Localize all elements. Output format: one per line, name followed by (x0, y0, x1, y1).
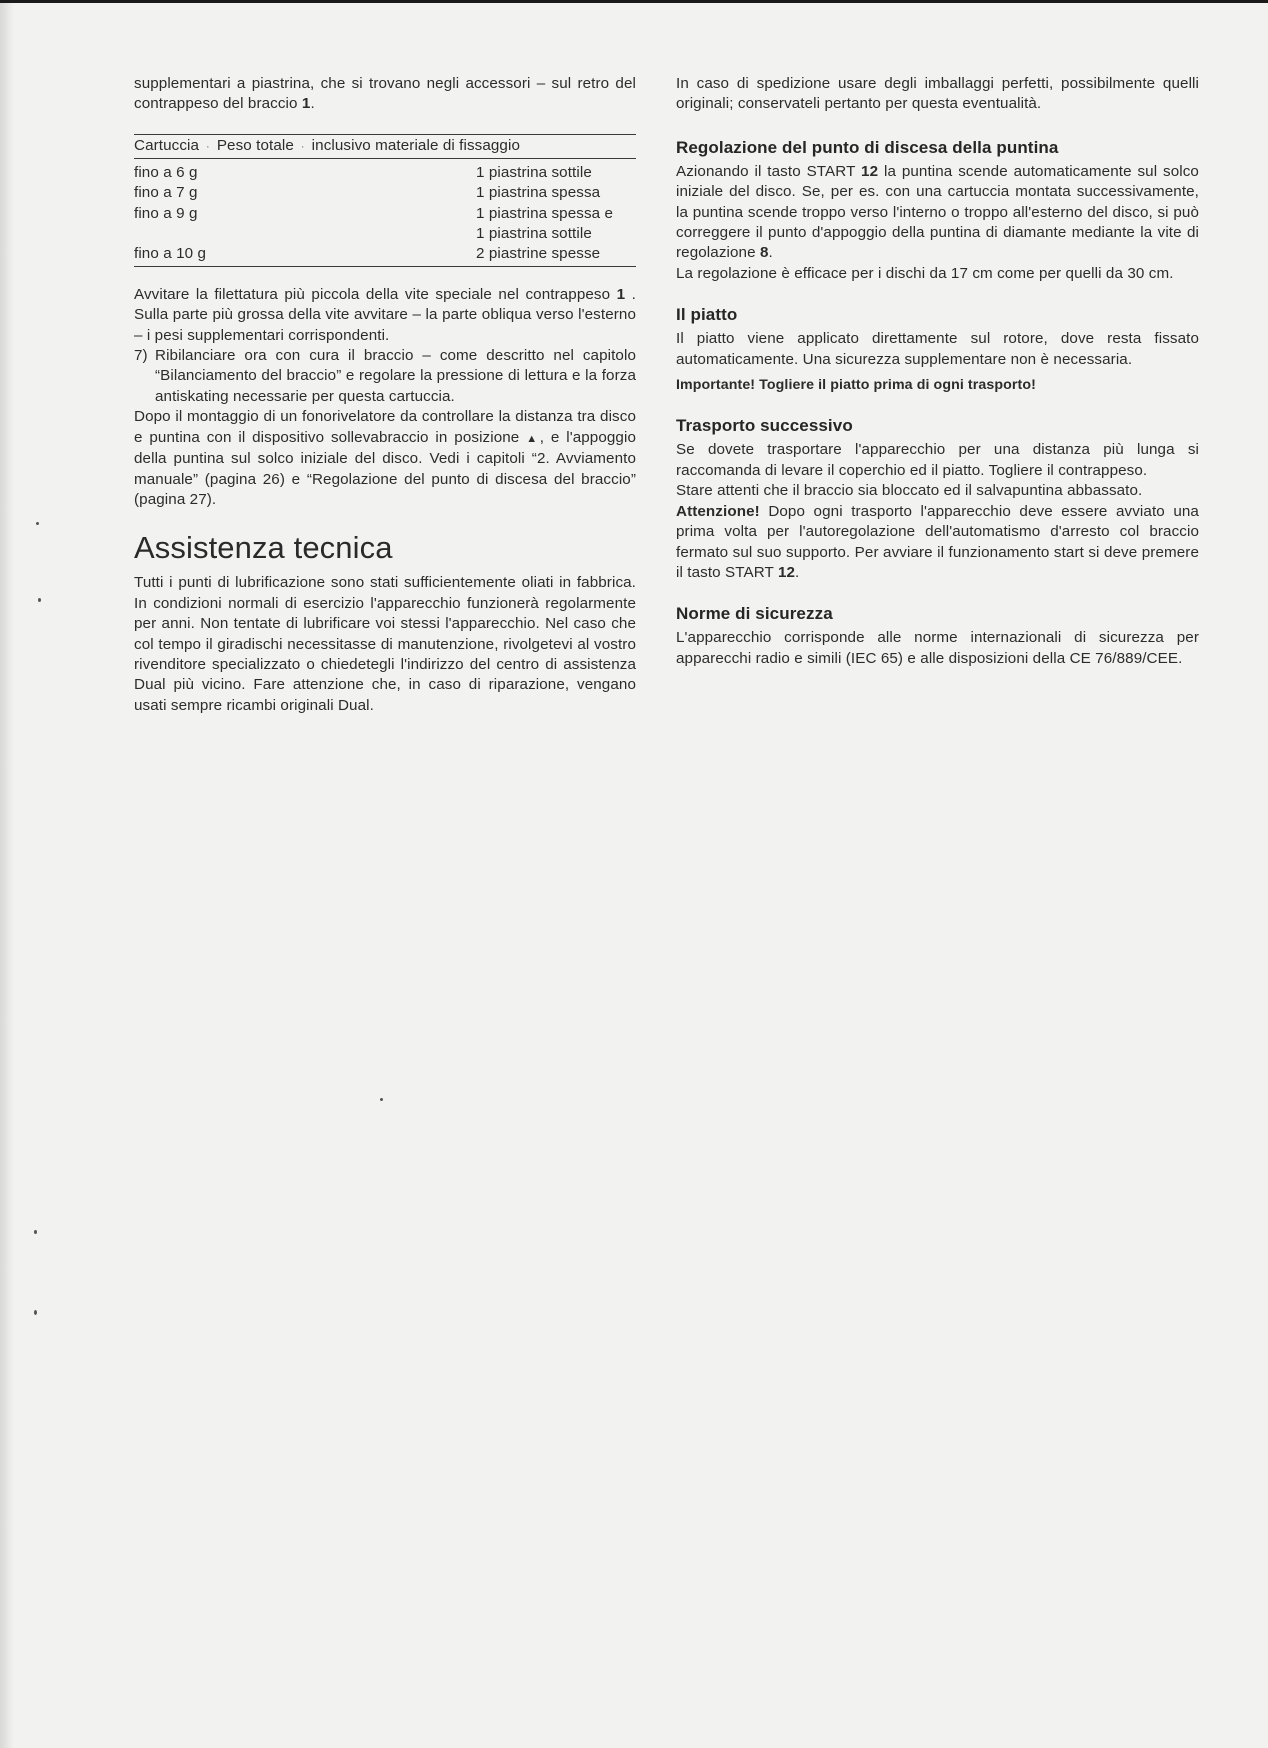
table-row (134, 204, 636, 224)
assistance-heading: Assistenza tecnica (134, 530, 393, 566)
table-row (134, 224, 636, 244)
platter-paragraph: Il piatto viene applicato direttamente sul rotore, dove resta fissato automaticamente. Una sicurezza supplementare non è necessaria. (676, 330, 1199, 368)
table-cell-weight: fino a 7 g (134, 184, 198, 202)
stylus-text: Azionando il tasto START (676, 162, 856, 180)
step-7-text: Ribilanciare ora con cura il braccio – come descritto nel capitolo “Bilanciamento del braccio” e regolare la pressione di lettura e la forza antiskating necessarie per questa cartuccia. (155, 347, 636, 405)
assistance-paragraph: Tutti i punti di lubrificazione sono stati sufficientemente oliati in fabbrica. In condizioni normali di esercizio l'apparecchio funzionerà regolarmente per anni. Non tentate di lubrificare voi stessi l'apparecchio. Nel caso che col tempo il giradischi necessitasse di manutenzione, rivolgetevi al vostro rivenditore specializzato o chiedetegli l'indirizzo del centro di assistenza Dual più vicino. Fare attenzione che, in caso di riparazione, vengano usati sempre ricambi originali Dual. (134, 574, 636, 714)
transport-attention-paragraph (676, 502, 1199, 584)
transport-paragraph-2: Stare attenti che il braccio sia bloccato ed il salvapuntina abbassato. (676, 482, 1143, 500)
after-mount-text: Dopo il montaggio di un fonorivelatore da controllare la distanza tra disco e puntina con il dispositivo sollevabraccio in posizione (134, 408, 636, 446)
table-header-total-weight: Peso totale (216, 136, 294, 154)
intro-reference-number: 1 (301, 95, 311, 113)
scan-speck (34, 1230, 37, 1234)
start-key-reference-number: 12 (777, 563, 796, 581)
weight-table (134, 134, 636, 267)
table-cell-weight: fino a 9 g (134, 204, 198, 222)
lift-position-triangle-icon: ▲ (526, 432, 540, 445)
scan-speck (36, 522, 39, 525)
screw-paragraph (134, 285, 636, 346)
scan-speck (34, 1310, 37, 1315)
screw-reference-number: 1 (616, 285, 626, 303)
table-cell-weight (134, 224, 314, 244)
page-top-edge (0, 0, 1268, 3)
table-cell-weight: fino a 10 g (134, 245, 207, 263)
table-row (134, 244, 636, 264)
table-cell-plates: 1 piastrina spessa e (476, 204, 614, 222)
start-key-reference-number: 12 (861, 162, 879, 180)
table-cell-plates: 2 piastrine spesse (476, 245, 601, 263)
table-header-separator: · (300, 140, 305, 153)
page-edge-shadow (0, 0, 14, 1748)
weight-table-header (134, 135, 636, 159)
stylus-paragraph-2: La regolazione è efficace per i dischi da 17 cm come per quelli da 30 cm. (676, 264, 1174, 282)
stylus-text-continued: la puntina scende automaticamente sul solco iniziale del disco. Se, per es. con una cartuccia montata successivamente, la puntina scende troppo verso l'interno o troppo all'esterno del disco, si può correggere il punto d'appoggio della puntina di diamante mediante la vite di regolazione (676, 162, 1199, 262)
platter-important-note: Importante! Togliere il piatto prima di ogni trasporto! (676, 377, 1036, 394)
scan-speck (380, 1098, 383, 1101)
stylus-paragraph (676, 162, 1199, 264)
safety-heading: Norme di sicurezza (676, 604, 833, 624)
intro-end: . (310, 95, 315, 113)
screw-text-continued: . Sulla parte più grossa della vite avvitare – la parte obliqua verso l'esterno – i pesi supplementari corrispondenti. (134, 285, 636, 344)
attention-text: Dopo ogni trasporto l'apparecchio deve essere avviato una prima volta per l'autoregolazione dell'automatismo d'arresto col braccio fermato sul suo supporto. Per avviare il funzionamento start si deve premere il tasto START (676, 502, 1199, 581)
table-header-cartridge: Cartuccia (134, 136, 200, 154)
shipping-paragraph: In caso di spedizione usare degli imballaggi perfetti, possibilmente quelli originali; conservateli pertanto per questa eventualità. (676, 75, 1199, 113)
screw-text: Avvitare la filettatura più piccola della vite speciale nel contrappeso (134, 285, 611, 303)
after-mount-paragraph (134, 407, 636, 510)
table-cell-plates: 1 piastrina sottile (476, 225, 592, 243)
stylus-text-end: . (768, 244, 773, 262)
platter-heading: Il piatto (676, 305, 738, 325)
table-cell-plates: 1 piastrina sottile (476, 163, 592, 181)
scan-speck (38, 598, 41, 602)
screw-reference-number: 8 (759, 244, 769, 262)
table-cell-plates: 1 piastrina spessa (476, 184, 601, 202)
attention-end: . (795, 563, 800, 581)
intro-text: supplementari a piastrina, che si trovano negli accessori – sul retro del contrappeso del braccio (134, 75, 636, 113)
table-header-including-mounting: inclusivo materiale di fissaggio (311, 136, 520, 154)
table-cell-weight: fino a 6 g (134, 163, 198, 181)
table-row (134, 183, 636, 203)
step-number: 7) (134, 347, 148, 365)
safety-paragraph: L'apparecchio corrisponde alle norme internazionali di sicurezza per apparecchi radio e simili (IEC 65) e alle disposizioni della CE 76/889/CEE. (676, 629, 1199, 667)
right-column (676, 74, 1199, 669)
attention-label: Attenzione! (676, 502, 760, 520)
stylus-heading: Regolazione del punto di discesa della puntina (676, 137, 1059, 157)
transport-paragraph-1: Se dovete trasportare l'apparecchio per una distanza più lunga si raccomanda di levare il coperchio ed il piatto. Togliere il contrappeso. (676, 441, 1199, 479)
after-mount-text-continued: , e l'appoggio della puntina sul solco iniziale del disco. Vedi i capitoli “2. Avviamento manuale” (pagina 26) e “Regolazione del punto di discesa del braccio” (pagina 27). (134, 428, 637, 508)
table-row (134, 163, 636, 183)
left-column (134, 74, 636, 716)
table-header-separator: · (206, 140, 210, 153)
step-7 (134, 346, 636, 407)
transport-heading: Trasporto successivo (676, 416, 853, 436)
intro-paragraph (134, 74, 636, 115)
